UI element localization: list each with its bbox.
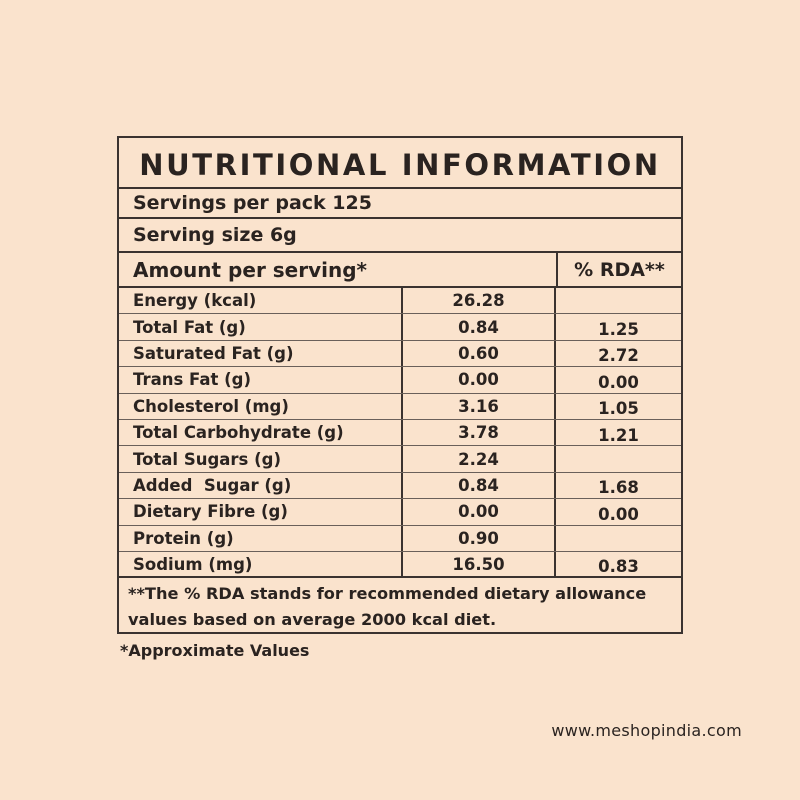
nutrient-row (119, 526, 681, 552)
nutrient-value: 3.16 (401, 394, 556, 419)
nutrient-value: 2.24 (401, 446, 556, 471)
nutrient-rows (119, 288, 681, 578)
nutrient-rda: 1.05 (598, 399, 639, 419)
nutrient-rda: 0.00 (598, 504, 639, 524)
nutrient-name: Energy (kcal) (133, 291, 257, 311)
nutrient-value: 0.90 (401, 526, 556, 551)
nutrient-row (119, 367, 681, 393)
amount-header-row (119, 253, 681, 288)
nutrient-name: Saturated Fat (g) (133, 343, 294, 363)
nutrient-rda: 0.00 (598, 372, 639, 392)
website-url[interactable]: www.meshopindia.com (551, 721, 742, 740)
amount-per-serving-header: Amount per serving* (133, 257, 368, 282)
nutrient-row (119, 446, 681, 472)
nutrient-row (119, 288, 681, 314)
nutrient-name: Cholesterol (mg) (133, 396, 289, 416)
nutrient-value: 0.00 (401, 367, 556, 392)
nutrient-name: Total Fat (g) (133, 317, 246, 337)
approximate-values-note: *Approximate Values (120, 641, 310, 660)
nutrient-row (119, 394, 681, 420)
nutrient-rda: 1.68 (598, 478, 639, 498)
nutrient-value: 0.00 (401, 499, 556, 524)
nutrient-value: 0.60 (401, 341, 556, 366)
serving-size: Serving size 6g (119, 219, 681, 253)
nutrient-value: 0.84 (401, 473, 556, 498)
nutrient-value: 3.78 (401, 420, 556, 445)
nutrient-row (119, 314, 681, 340)
nutrient-rda (556, 446, 681, 471)
nutrient-rda: 1.25 (598, 320, 639, 340)
nutrient-name: Total Sugars (g) (133, 449, 281, 469)
panel-title: NUTRITIONAL INFORMATION (119, 138, 681, 189)
nutrient-name: Protein (g) (133, 528, 234, 548)
nutrient-row (119, 499, 681, 525)
nutrient-value: 26.28 (401, 288, 556, 313)
nutrient-name: Sodium (mg) (133, 554, 253, 574)
nutrient-row (119, 420, 681, 446)
nutrient-value: 0.84 (401, 314, 556, 339)
nutrient-row (119, 552, 681, 578)
nutrient-name: Added Sugar (g) (133, 475, 292, 495)
nutrient-name: Trans Fat (g) (133, 370, 251, 390)
nutrition-panel (117, 136, 683, 634)
nutrient-rda: 2.72 (598, 346, 639, 366)
nutrient-value: 16.50 (401, 552, 556, 576)
nutrient-row (119, 341, 681, 367)
nutrient-rda (556, 288, 681, 313)
rda-header: % RDA** (574, 258, 665, 281)
nutrient-rda: 1.21 (598, 425, 639, 445)
nutrient-row (119, 473, 681, 499)
nutrient-name: Total Carbohydrate (g) (133, 423, 344, 443)
rda-footnote: **The % RDA stands for recommended dietary allowance values based on average 2000 kcal diet. (128, 584, 647, 629)
nutrient-rda (556, 526, 681, 551)
nutrient-rda: 0.83 (598, 557, 639, 577)
nutrient-name: Dietary Fibre (g) (133, 502, 288, 522)
servings-per-pack: Servings per pack 125 (119, 189, 681, 219)
